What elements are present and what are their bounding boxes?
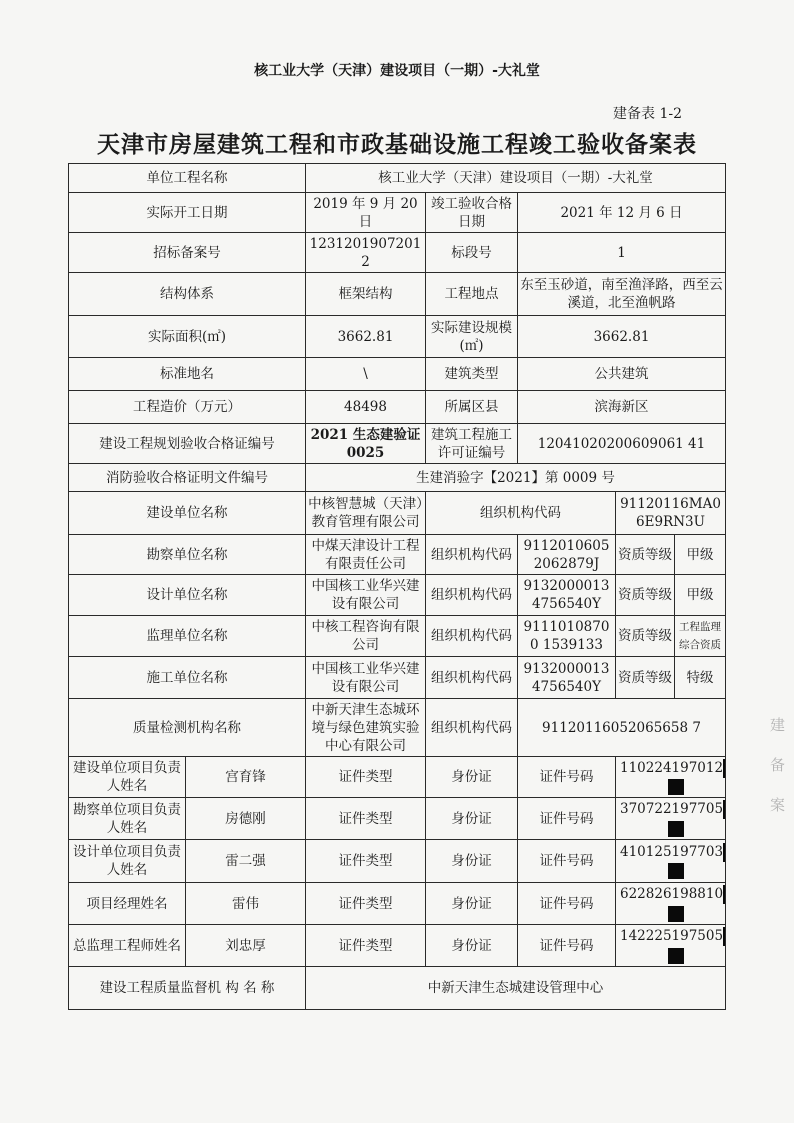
redaction-block: [668, 906, 684, 922]
label-place-name: 标准地名: [69, 358, 306, 391]
cert-type-label: 证件类型: [306, 925, 426, 967]
value-owner-code: 91120116MA06E9RN3U: [616, 492, 726, 535]
label-cost: 工程造价（万元）: [69, 391, 306, 424]
cert-no-value: [616, 757, 726, 798]
value-supervision-qual: 工程监理综合资质: [675, 616, 726, 657]
id-prefix: 142225197505: [620, 928, 724, 944]
label-start-date: 实际开工日期: [69, 193, 306, 233]
cert-no-value: [616, 883, 726, 925]
value-place-name: \: [306, 358, 426, 391]
person-role: 总监理工程师姓名: [69, 925, 186, 967]
label-construction-qual: 资质等级: [616, 657, 675, 699]
label-unit-project: 单位工程名称: [69, 164, 306, 193]
label-testing-code: 组织机构代码: [426, 699, 518, 757]
cert-no-value: [616, 798, 726, 840]
value-acceptance-date: 2021 年 12 月 6 日: [518, 193, 726, 233]
label-supervision-code: 组织机构代码: [426, 616, 518, 657]
id-prefix: 622826198810: [620, 886, 724, 902]
label-section-no: 标段号: [426, 233, 518, 273]
label-survey-qual: 资质等级: [616, 535, 675, 575]
person-role: 建设单位项目负责人姓名: [69, 757, 186, 798]
value-survey-qual: 甲级: [675, 535, 726, 575]
cert-type-label: 证件类型: [306, 757, 426, 798]
value-supervisor-org: 中新天津生态城建设管理中心: [306, 967, 726, 1010]
value-district: 滨海新区: [518, 391, 726, 424]
cert-type-value: 身份证: [426, 883, 518, 925]
person-name: 刘忠厚: [186, 925, 306, 967]
row-supervision: [69, 616, 726, 657]
id-prefix: 110224197012: [620, 759, 724, 776]
label-scale: 实际建设规模(㎡): [426, 316, 518, 358]
person-row: [69, 798, 726, 840]
value-design-qual: 甲级: [675, 575, 726, 616]
redaction-block: [723, 927, 725, 946]
value-section-no: 1: [518, 233, 726, 273]
value-cost: 48498: [306, 391, 426, 424]
label-owner-code: 组织机构代码: [426, 492, 616, 535]
label-testing: 质量检测机构名称: [69, 699, 306, 757]
cert-no-label: 证件号码: [518, 840, 616, 883]
record-form-table: [68, 163, 726, 1010]
person-role: 设计单位项目负责人姓名: [69, 840, 186, 883]
person-role: 项目经理姓名: [69, 883, 186, 925]
row-cost: [69, 391, 726, 424]
value-survey-code: 91120106052062879J: [518, 535, 616, 575]
row-owner: [69, 492, 726, 535]
value-start-date: 2019 年 9 月 20 日: [306, 193, 426, 233]
value-owner: 中核智慧城（天津）教育管理有限公司: [306, 492, 426, 535]
label-owner: 建设单位名称: [69, 492, 306, 535]
value-building-type: 公共建筑: [518, 358, 726, 391]
person-row: [69, 840, 726, 883]
label-supervisor-org: 建设工程质量监督机 构 名 称: [69, 967, 306, 1010]
label-construction: 施工单位名称: [69, 657, 306, 699]
person-name: 雷二强: [186, 840, 306, 883]
person-row: [69, 757, 726, 798]
row-survey: [69, 535, 726, 575]
cert-no-label: 证件号码: [518, 925, 616, 967]
label-supervision: 监理单位名称: [69, 616, 306, 657]
label-acceptance-date: 竣工验收合格日期: [426, 193, 518, 233]
value-construction: 中国核工业华兴建设有限公司: [306, 657, 426, 699]
row-testing: [69, 699, 726, 757]
value-area: 3662.81: [306, 316, 426, 358]
value-bid-record: 12312019072012: [306, 233, 426, 273]
label-design: 设计单位名称: [69, 575, 306, 616]
form-code: 建备表 1-2: [613, 106, 682, 122]
row-design: [69, 575, 726, 616]
label-supervision-qual: 资质等级: [616, 616, 675, 657]
row-area: [69, 316, 726, 358]
person-name: 雷伟: [186, 883, 306, 925]
cert-type-value: 身份证: [426, 925, 518, 967]
person-row: [69, 925, 726, 967]
redaction-block: [668, 779, 684, 795]
value-fire-cert: 生建消验字【2021】第 0009 号: [306, 464, 726, 492]
label-survey: 勘察单位名称: [69, 535, 306, 575]
label-area: 实际面积(㎡): [69, 316, 306, 358]
label-fire-cert: 消防验收合格证明文件编号: [69, 464, 306, 492]
cert-no-label: 证件号码: [518, 883, 616, 925]
person-name: 房德刚: [186, 798, 306, 840]
value-construction-qual: 特级: [675, 657, 726, 699]
redaction-block: [723, 800, 725, 819]
page-title: 天津市房屋建筑工程和市政基础设施工程竣工验收备案表: [97, 132, 697, 158]
value-survey: 中煤天津设计工程有限责任公司: [306, 535, 426, 575]
cert-no-label: 证件号码: [518, 757, 616, 798]
value-unit-project: 核工业大学（天津）建设项目（一期）-大礼堂: [306, 164, 726, 193]
row-structure: [69, 273, 726, 316]
cert-type-value: 身份证: [426, 840, 518, 883]
redaction-block: [723, 843, 725, 862]
label-design-code: 组织机构代码: [426, 575, 518, 616]
cert-no-value: [616, 925, 726, 967]
label-planning-cert: 建设工程规划验收合格证编号: [69, 424, 306, 464]
person-row: [69, 883, 726, 925]
redaction-block: [668, 821, 684, 837]
seal-stamp-fragment: 建 备 案: [770, 716, 786, 814]
person-name: 宫育锋: [186, 757, 306, 798]
value-testing-code: 91120116052065658 7: [518, 699, 726, 757]
redaction-block: [723, 885, 725, 904]
redaction-block: [668, 948, 684, 964]
person-role: 勘察单位项目负责人姓名: [69, 798, 186, 840]
cert-type-label: 证件类型: [306, 883, 426, 925]
cert-type-value: 身份证: [426, 798, 518, 840]
label-survey-code: 组织机构代码: [426, 535, 518, 575]
value-planning-cert: 2021 生态建验证 0025: [306, 424, 426, 464]
label-construction-permit: 建筑工程施工许可证编号: [426, 424, 518, 464]
label-structure: 结构体系: [69, 273, 306, 316]
label-district: 所属区县: [426, 391, 518, 424]
value-supervision-code: 91110108700 1539133: [518, 616, 616, 657]
id-prefix: 370722197705: [620, 801, 724, 817]
value-testing: 中新天津生态城环境与绿色建筑实验中心有限公司: [306, 699, 426, 757]
cert-no-label: 证件号码: [518, 798, 616, 840]
value-structure: 框架结构: [306, 273, 426, 316]
label-design-qual: 资质等级: [616, 575, 675, 616]
row-construction: [69, 657, 726, 699]
label-building-type: 建筑类型: [426, 358, 518, 391]
row-planning: [69, 424, 726, 464]
redaction-block: [668, 863, 684, 879]
value-design-code: 91320000134756540Y: [518, 575, 616, 616]
value-location: 东至玉砂道，南至渔泽路，西至云溪道，北至渔帆路: [518, 273, 726, 316]
cert-type-label: 证件类型: [306, 798, 426, 840]
row-fire: [69, 464, 726, 492]
cert-no-value: [616, 840, 726, 883]
redaction-block: [723, 759, 725, 778]
value-construction-code: 91320000134756540Y: [518, 657, 616, 699]
label-construction-code: 组织机构代码: [426, 657, 518, 699]
row-place-name: [69, 358, 726, 391]
value-scale: 3662.81: [518, 316, 726, 358]
value-construction-permit: 12041020200609061 41: [518, 424, 726, 464]
cert-type-label: 证件类型: [306, 840, 426, 883]
label-location: 工程地点: [426, 273, 518, 316]
cert-type-value: 身份证: [426, 757, 518, 798]
label-bid-record: 招标备案号: [69, 233, 306, 273]
document-header: 核工业大学（天津）建设项目（一期）-大礼堂: [254, 63, 540, 79]
id-prefix: 410125197703: [620, 843, 724, 860]
row-unit-project: [69, 164, 726, 193]
row-start-date: [69, 193, 726, 233]
value-supervision: 中核工程咨询有限公司: [306, 616, 426, 657]
value-design: 中国核工业华兴建设有限公司: [306, 575, 426, 616]
row-bid-record: [69, 233, 726, 273]
row-supervisor-org: [69, 967, 726, 1010]
